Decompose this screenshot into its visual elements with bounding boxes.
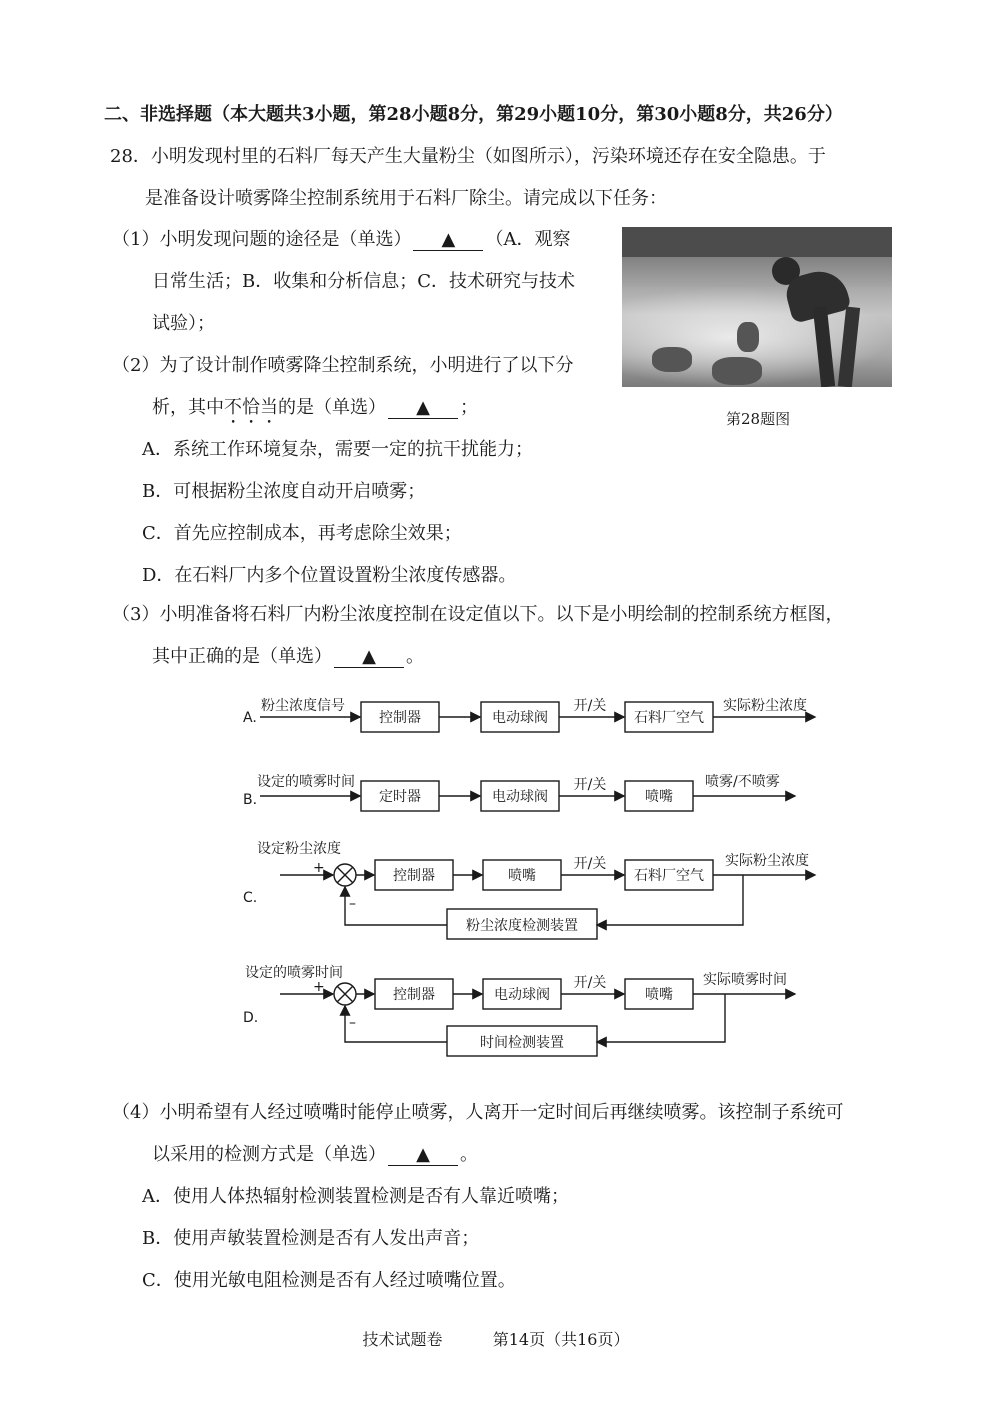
q28-p3-line1: （3）小明准备将石料厂内粉尘浓度控制在设定值以下。以下是小明绘制的控制系统方框图， [112, 604, 844, 625]
diagram-c-feedback: 粉尘浓度检测装置 [466, 918, 578, 934]
diagram-b-box3: 喷嘴 [645, 789, 673, 805]
diagram-d-plus: + [313, 979, 325, 995]
q28-p2-option-c: C．首先应控制成本，再考虑除尘效果； [142, 523, 462, 544]
diagram-b-output: 喷雾/不喷雾 [705, 774, 780, 790]
quarry-dust-photo [622, 227, 892, 387]
q28-p4-option-a: A．使用人体热辐射检测装置检测是否有人靠近喷嘴； [142, 1186, 569, 1207]
q28-p2-option-a: A．系统工作环境复杂，需要一定的抗干扰能力； [142, 439, 533, 460]
q28-p1-text: （1）小明发现问题的途径是（单选） [112, 229, 412, 250]
diagram-a-box1: 控制器 [379, 710, 421, 726]
diagram-d-feedback: 时间检测装置 [480, 1035, 564, 1051]
q28-p3-text: 其中正确的是（单选） [152, 646, 332, 667]
diagram-d-box3: 喷嘴 [645, 987, 673, 1003]
diagram-c-minus: – [349, 896, 356, 912]
answer-blank-2[interactable]: ▲ [388, 398, 458, 419]
q28-p4-option-c: C．使用光敏电阻检测是否有人经过喷嘴位置。 [142, 1270, 516, 1291]
q28-p2-option-d: D．在石料厂内多个位置设置粉尘浓度传感器。 [142, 565, 517, 586]
diagram-c-switch: 开/关 [573, 856, 607, 872]
footer-title: 技术试题卷 [362, 1330, 443, 1349]
answer-blank-1[interactable]: ▲ [413, 230, 483, 251]
diagram-d-letter: D. [243, 1010, 259, 1026]
diagram-d-box1: 控制器 [393, 987, 435, 1003]
q28-intro-line2: 是准备设计喷雾降尘控制系统用于石料厂除尘。请完成以下任务： [145, 188, 667, 209]
q28-p3-line2 [152, 645, 424, 669]
diagram-c-box3: 石料厂空气 [634, 868, 704, 884]
diagram-d-switch: 开/关 [573, 975, 607, 991]
q28-p2-option-b: B．可根据粉尘浓度自动开启喷雾； [142, 481, 426, 502]
diagram-a-letter: A. [243, 710, 257, 726]
diagram-b-input: 设定的喷雾时间 [257, 774, 355, 790]
q28-p1-text-post: （A．观察 [485, 229, 571, 250]
q28-p3-text-post: 。 [406, 646, 424, 667]
q28-p2-text-mid: 的是（单选） [278, 397, 386, 418]
answer-blank-4[interactable]: ▲ [388, 1145, 458, 1166]
diagram-b-box1: 定时器 [379, 789, 421, 805]
q28-p4-option-b: B．使用声敏装置检测是否有人发出声音； [142, 1228, 480, 1249]
q28-p2-line2 [152, 396, 478, 428]
q28-p2-text-post: ； [460, 397, 478, 418]
q28-p1-line3: 试验）； [152, 313, 215, 334]
diagram-c-plus: + [313, 860, 325, 876]
diagram-c-output: 实际粉尘浓度 [725, 853, 809, 869]
diagram-b-letter: B. [243, 792, 258, 808]
diagram-d-input: 设定的喷雾时间 [245, 965, 343, 981]
footer-page-number: 第14页（共16页） [492, 1330, 630, 1349]
q28-p4-line2 [152, 1143, 478, 1167]
q28-p1-line2: 日常生活；B．收集和分析信息；C．技术研究与技术 [152, 271, 575, 292]
control-block-diagrams [235, 690, 835, 1065]
q28-p4-line1: （4）小明希望有人经过喷嘴时能停止喷雾，人离开一定时间后再继续喷雾。该控制子系统可 [112, 1102, 844, 1123]
diagram-b-switch: 开/关 [573, 777, 607, 793]
diagram-a-switch: 开/关 [573, 698, 607, 714]
diagram-a-box3: 石料厂空气 [634, 710, 704, 726]
page-footer [0, 1327, 992, 1350]
q28-p1-line1 [112, 228, 570, 252]
section-title: 二、非选择题（本大题共3小题，第28小题8分，第29小题10分，第30小题8分，共26分） [104, 104, 843, 125]
diagram-c-input: 设定粉尘浓度 [257, 841, 341, 857]
diagram-a-input: 粉尘浓度信号 [261, 698, 345, 714]
q28-p4-text-post: 。 [460, 1144, 478, 1165]
q28-p4-text: 以采用的检测方式是（单选） [152, 1144, 386, 1165]
diagram-d-minus: – [349, 1015, 356, 1031]
diagram-c-box2: 喷嘴 [508, 868, 536, 884]
emphasis-not-appropriate: 不恰当 [224, 397, 278, 418]
diagram-b-box2: 电动球阀 [492, 789, 548, 805]
figure-caption: 第28题图 [726, 410, 791, 428]
q28-p2-text: 析，其中 [152, 397, 224, 418]
diagram-c-letter: C. [243, 890, 258, 906]
diagram-c-box1: 控制器 [393, 868, 435, 884]
diagram-d-output: 实际喷雾时间 [703, 972, 787, 988]
answer-blank-3[interactable]: ▲ [334, 647, 404, 668]
q28-intro-line1: 28．小明发现村里的石料厂每天产生大量粉尘（如图所示），污染环境还存在安全隐患。于 [110, 146, 826, 167]
diagram-a-output: 实际粉尘浓度 [723, 698, 807, 714]
q28-p2-line1: （2）为了设计制作喷雾降尘控制系统，小明进行了以下分 [112, 355, 574, 376]
diagram-d-box2: 电动球阀 [494, 987, 550, 1003]
diagram-a-box2: 电动球阀 [492, 710, 548, 726]
